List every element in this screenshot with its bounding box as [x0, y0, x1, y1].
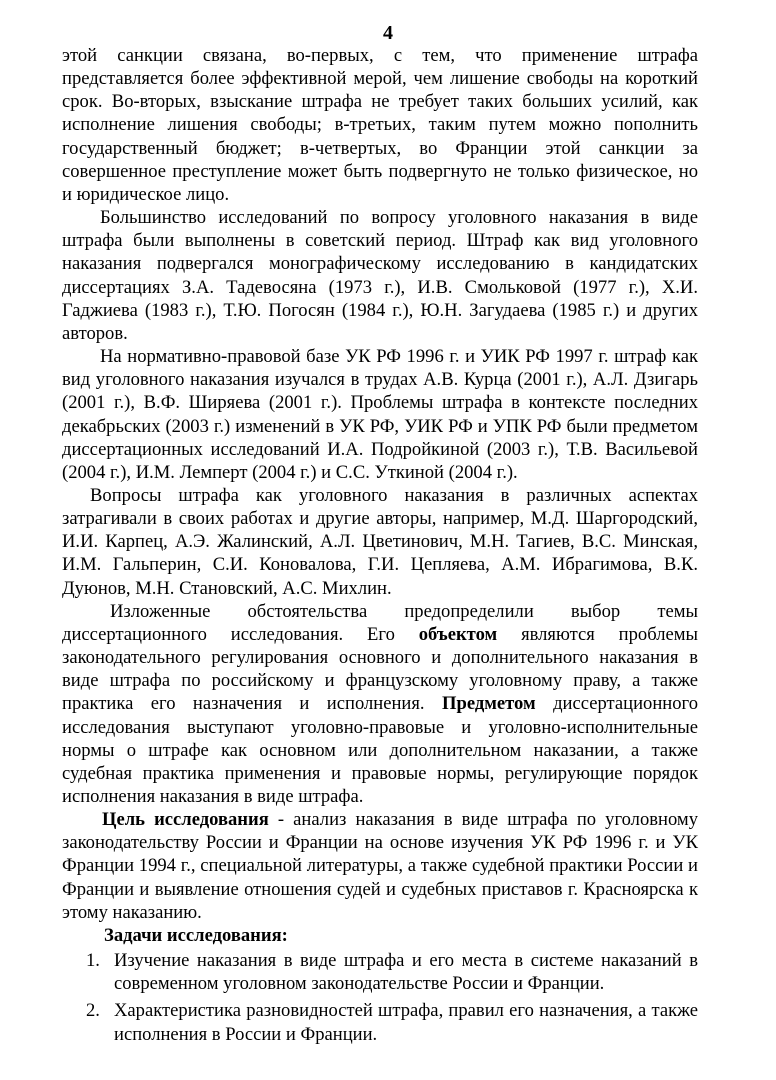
list-item-number: 1.: [86, 950, 100, 972]
research-goal-term: Цель исследования: [102, 809, 269, 831]
tasks-list: [62, 949, 698, 1046]
object-term: объектом: [418, 623, 498, 645]
list-item: [62, 999, 698, 1045]
list-item-number: 2.: [86, 1000, 100, 1022]
list-item: [62, 949, 698, 995]
list-item-text: Изучение наказания в виде штрафа и его места в системе наказаний в современном уголовном законодательстве России и Франции.: [114, 950, 698, 995]
paragraph-2: Большинство исследований по вопросу уголовного наказания в виде штрафа были выполнены в советский период. Штраф как вид уголовного наказания подвергался монографическому исследованию в кандидатских диссертациях З.А. Тадевосяна (1973 г.), И.В. Смольковой (1977 г.), Х.И. Гаджиева (1983 г.), Т.Ю. Погосян (1984 г.), Ю.Н. Загудаева (1985 г.) и других авторов.: [62, 207, 698, 344]
page-number: 4: [383, 22, 393, 44]
body-text: [62, 44, 698, 1050]
list-item-text: Характеристика разновидностей штрафа, правил его назначения, а также исполнения в России и Франции.: [114, 1000, 698, 1045]
paragraph-6-text: - анализ наказания в виде штрафа по уголовному законодательству России и Франции на основе изучения УК РФ 1996 г. и УК Франции 1994 г., специальной литературы, а также судебной практики России и Франции и выявление отношения судей и судебных приставов г. Красноярска к этому наказанию.: [62, 809, 698, 923]
paragraph-5-text-3: диссертационного исследования выступают уголовно-правовые и уголовно-исполнительные нормы о штрафе как основном или дополнительном наказании, а также судебная практика применения и правовые нормы, регулирующие порядок исполнения наказания в виде штрафа.: [62, 693, 698, 807]
paragraph-3: На нормативно-правовой базе УК РФ 1996 г. и УИК РФ 1997 г. штраф как вид уголовного наказания изучался в трудах А.В. Курца (2001 г.), А.Л. Дзигарь (2001 г.), В.Ф. Ширяева (2001 г.). Проблемы штрафа в контексте последних декабрьских (2003 г.) изменений в УК РФ, УИК РФ и УПК РФ были предметом диссертационных исследований И.А. Подройкиной (2003 г.), Т.В. Васильевой (2004 г.), И.М. Лемперт (2004 г.) и С.С. Уткиной (2004 г.).: [62, 346, 698, 483]
subject-term: Предметом: [442, 693, 536, 715]
paragraph-5: [62, 600, 698, 808]
paragraph-5-text-1: Изложенные обстоятельства предопределили выбор темы диссертационного исследования. Его: [62, 600, 698, 645]
paragraph-1: этой санкции связана, во-первых, с тем, что применение штрафа представляется более эффективной мерой, чем лишение свободы на короткий срок. Во-вторых, взыскание штрафа не требует таких больших усилий, как исполнение лишения свободы; в-третьих, таким путем можно пополнить государственный бюджет; в-четвертых, во Франции этой санкции за совершенное преступление может быть подвергнуто не только физическое, но и юридическое лицо.: [62, 45, 698, 205]
paragraph-6: [62, 808, 698, 924]
paragraph-4: Вопросы штрафа как уголовного наказания в различных аспектах затрагивали в своих работах и другие авторы, например, М.Д. Шаргородский, И.И. Карпец, А.Э. Жалинский, А.Л. Цветинович, М.Н. Тагиев, В.С. Минская, И.М. Гальперин, С.И. Коновалова, Г.И. Цепляева, А.М. Ибрагимова, В.К. Дуюнов, М.Н. Становский, А.С. Михлин.: [62, 484, 698, 599]
paragraph-5-text-2: являются проблемы законодательного регулирования основного и дополнительного наказания в виде штрафа по российскому и французскому уголовному праву, а также практика его назначения и исполнения.: [62, 623, 698, 715]
tasks-heading: Задачи исследования:: [104, 924, 288, 946]
